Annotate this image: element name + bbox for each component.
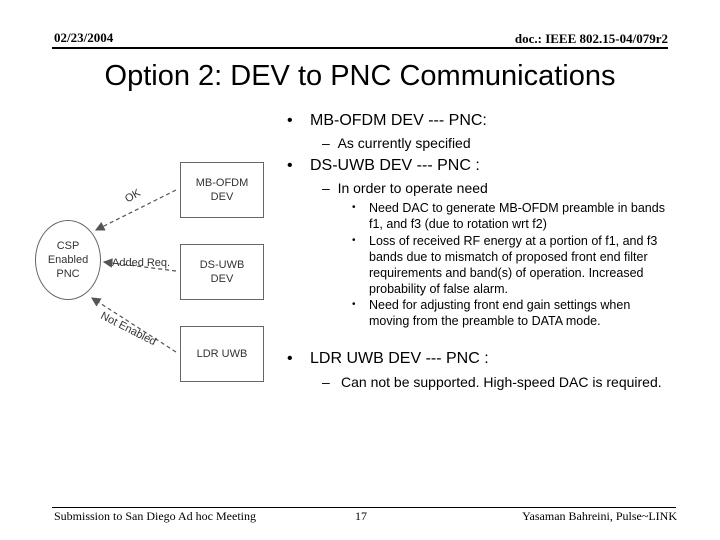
- dash-mark: –: [322, 180, 338, 196]
- bullet-mbofdm-text: MB-OFDM DEV --- PNC:: [310, 112, 487, 129]
- mbofdm-dev-box: MB-OFDM DEV: [180, 162, 264, 218]
- bullet-ldr-sub-text: Can not be supported. High-speed DAC is required.: [341, 374, 662, 390]
- bullet-mbofdm-sub-text: As currently specified: [337, 135, 471, 151]
- dsuwb-item: [352, 200, 667, 232]
- bullet-dot: •: [287, 112, 293, 129]
- label-added-req: Added Req.: [112, 257, 171, 269]
- bullet-mbofdm-sub: [322, 135, 471, 151]
- dsuwb-item-text: Loss of received RF energy at a portion of f1, and f3 bands due to mismatch of proposed front end filter requirements and band(s) of operation. Increased probability of false alarm.: [369, 234, 658, 296]
- bullet-dsuwb-sub-text: In order to operate need: [337, 180, 488, 196]
- header-divider: [52, 47, 668, 49]
- header-doc-id: doc.: IEEE 802.15-04/079r2: [514, 31, 668, 46]
- bullet-dot: •: [352, 235, 356, 246]
- dash-mark: –: [322, 135, 338, 151]
- label-ok: OK: [123, 187, 143, 206]
- dash-mark: –: [322, 374, 330, 390]
- bullet-dot: •: [287, 350, 293, 367]
- header-date: 02/23/2004: [54, 30, 114, 45]
- ldr-uwb-box: LDR UWB: [180, 326, 264, 382]
- bullet-dot: •: [352, 299, 356, 310]
- label-not-enabled: Not Enabled: [98, 310, 158, 349]
- slide-title: Option 2: DEV to PNC Communications: [104, 60, 616, 92]
- dsuwb-item: [352, 233, 667, 297]
- bullet-dot: •: [287, 157, 293, 174]
- dsuwb-item-text: Need DAC to generate MB-OFDM preamble in bands f1, and f3 (due to rotation wrt f2): [369, 201, 665, 231]
- dsuwb-item: [352, 297, 667, 329]
- dev-pnc-diagram: [30, 160, 270, 385]
- bullet-ldr-text: LDR UWB DEV --- PNC :: [310, 350, 489, 367]
- page-number: 17: [355, 509, 367, 523]
- csp-enabled-pnc-node: CSP Enabled PNC: [35, 220, 101, 300]
- bullet-dot: •: [352, 202, 356, 213]
- footer-submission: Submission to San Diego Ad hoc Meeting: [54, 509, 256, 523]
- footer-author: Yasaman Bahreini, Pulse~LINK: [522, 509, 677, 523]
- footer-divider: [52, 507, 676, 508]
- bullet-dsuwb-text: DS-UWB DEV --- PNC :: [310, 157, 480, 174]
- dsuwb-item-text: Need for adjusting front end gain settings when moving from the preamble to DATA mode.: [369, 298, 631, 328]
- dsuwb-dev-box: DS-UWB DEV: [180, 244, 264, 300]
- bullet-dsuwb-sub: [322, 180, 488, 196]
- bullet-ldr-sub: [322, 374, 662, 391]
